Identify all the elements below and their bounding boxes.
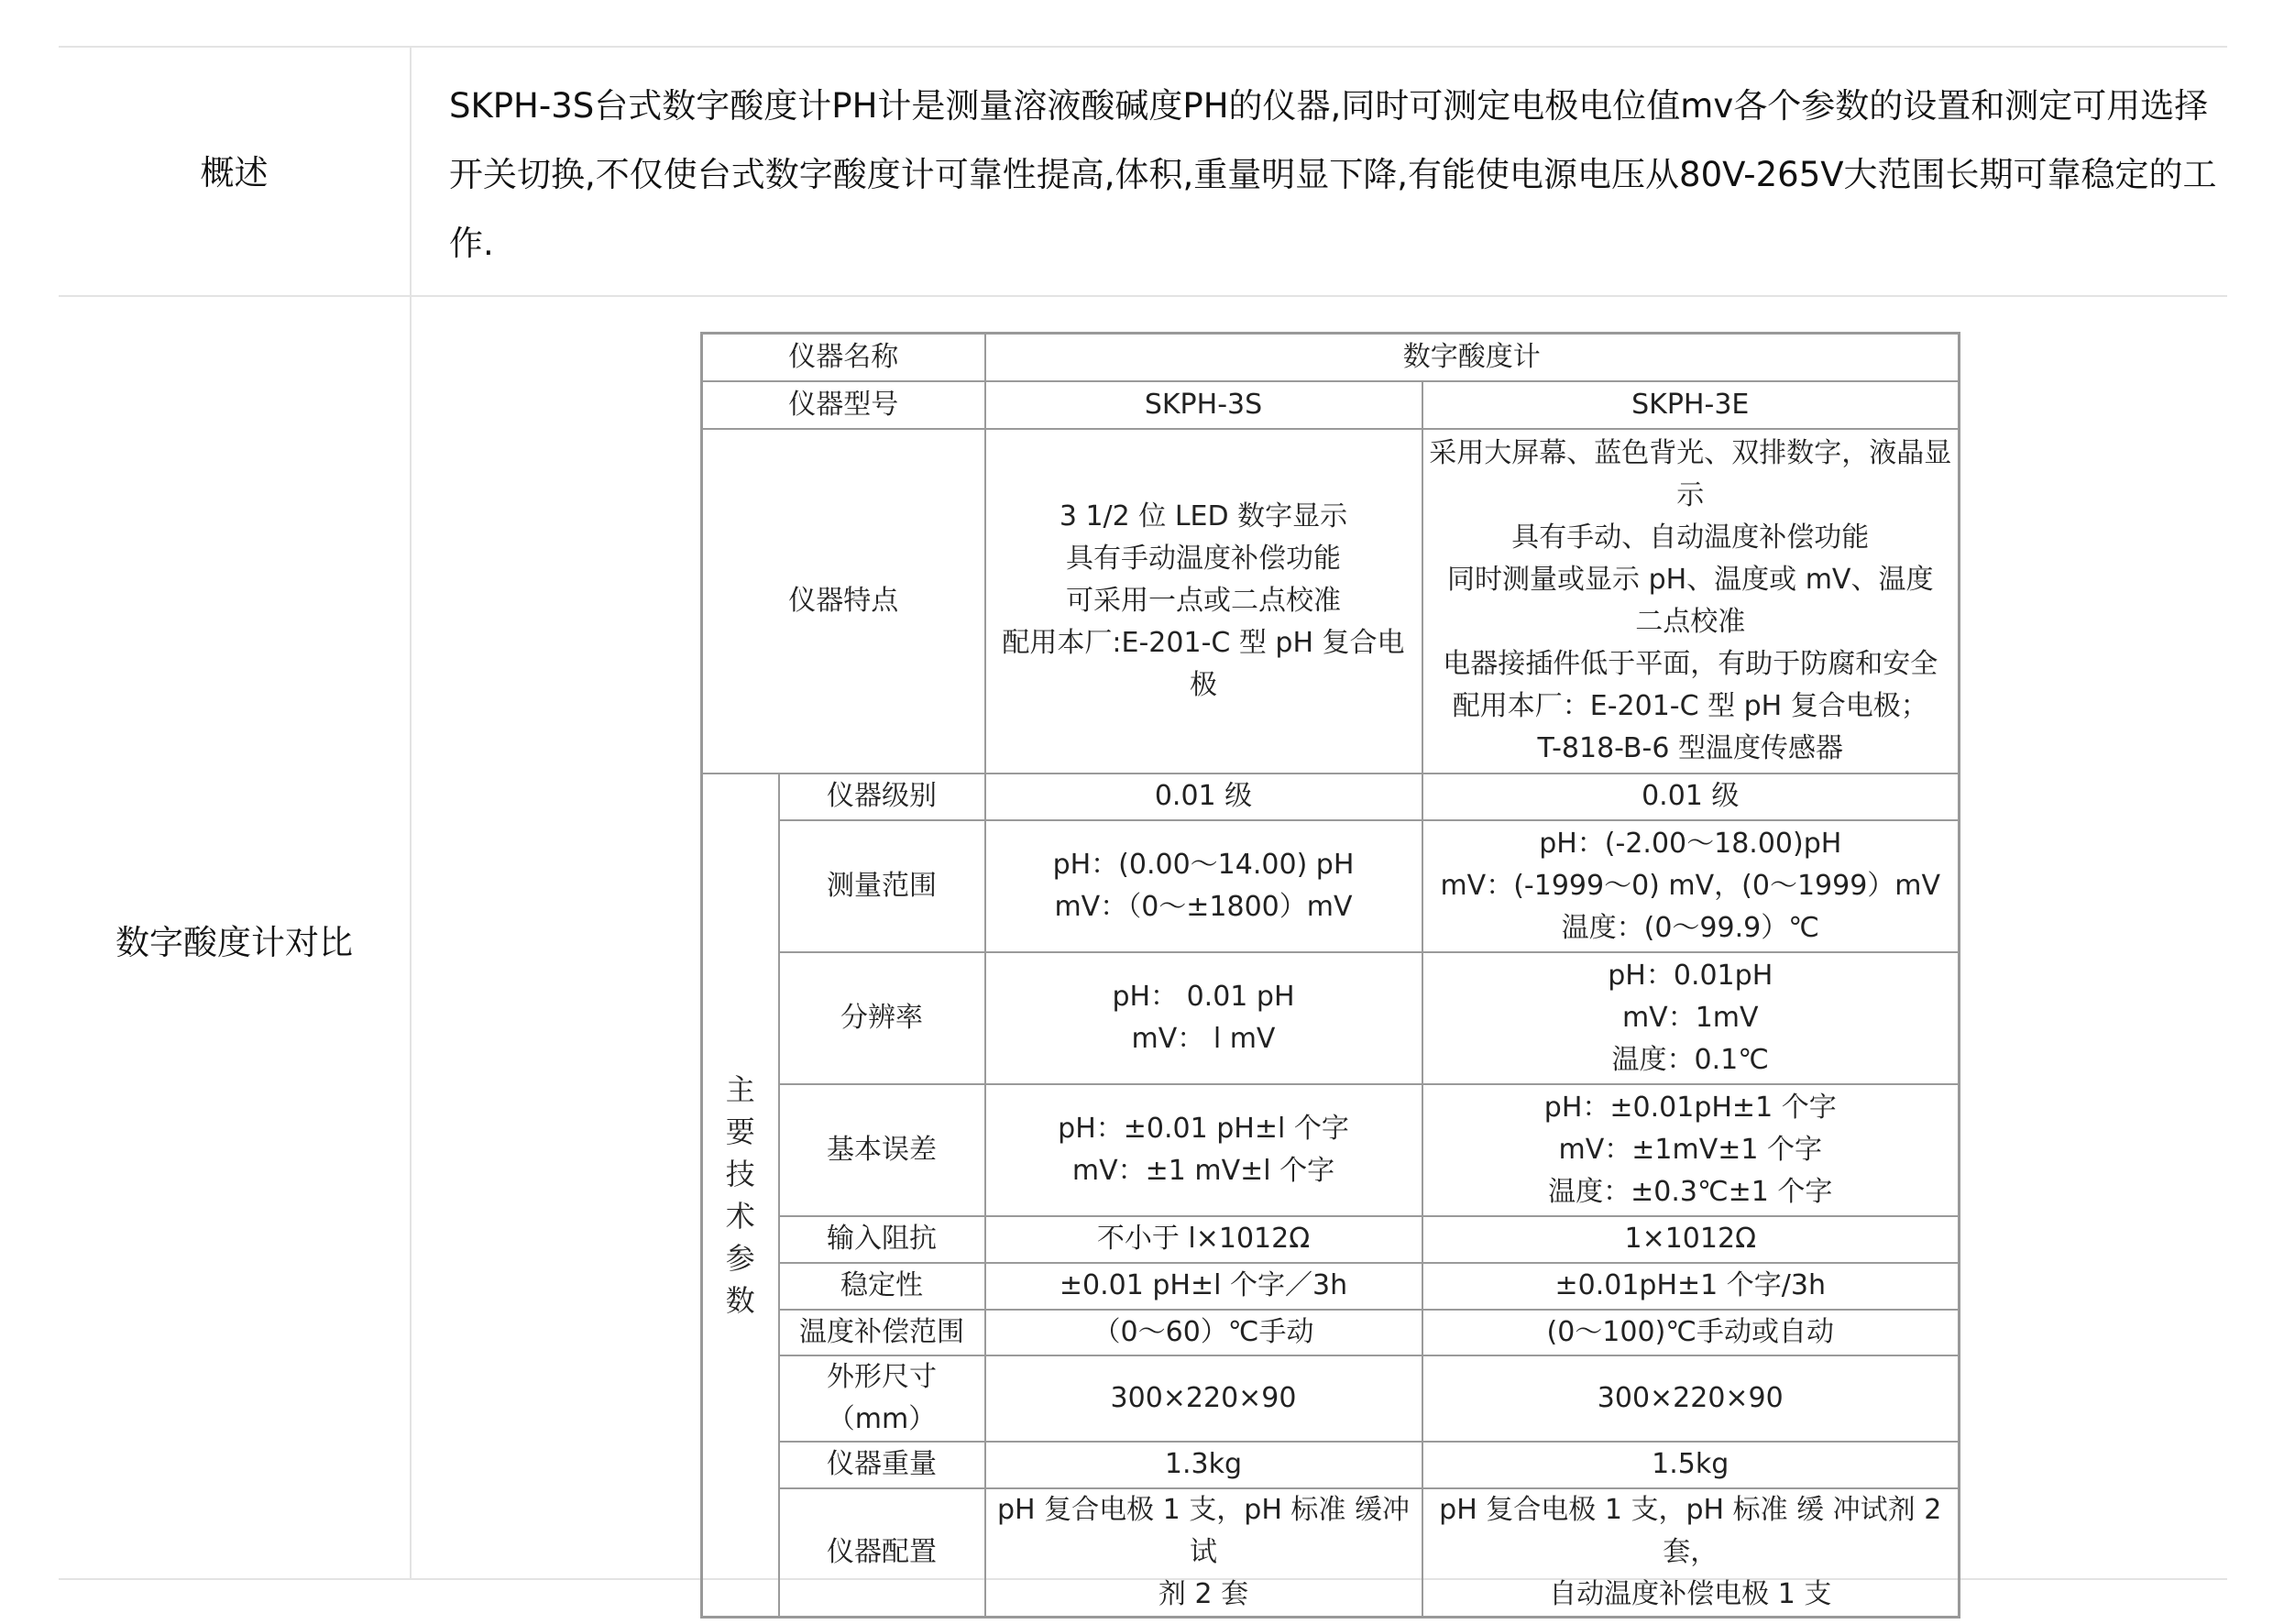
value-a: （0〜60）℃手动	[985, 1310, 1422, 1355]
value-b: 1×1012Ω	[1422, 1216, 1960, 1263]
value-b: 0.01 级	[1422, 774, 1960, 820]
cell-line: 具有手动、自动温度补偿功能	[1511, 521, 1870, 554]
value-a: 不小于 l×1012Ω	[985, 1216, 1422, 1263]
param-label: 温度补偿范围	[779, 1310, 985, 1355]
value-a: 1.3kg	[985, 1442, 1422, 1488]
value-b	[1422, 952, 1960, 1084]
features-label: 仪器特点	[702, 429, 985, 774]
value-b: ±0.01pH±1 个字/3h	[1422, 1263, 1960, 1310]
cell-line: T-818-B-6 型温度传感器	[1537, 731, 1843, 764]
divider-top	[59, 46, 2227, 48]
cell-line: mV：±1mV±1 个字	[1558, 1133, 1822, 1166]
cell-line: mV：±1 mV±l 个字	[1071, 1154, 1335, 1187]
table-row	[702, 1488, 1960, 1618]
cell-line: 示	[1676, 478, 1705, 511]
cell-line: pH：±0.01pH±1 个字	[1543, 1091, 1837, 1124]
value-b	[1422, 1488, 1960, 1618]
features-a	[985, 429, 1422, 774]
cell-line: 温度：(0〜99.9）℃	[1561, 911, 1819, 944]
cell-line: 具有手动温度补偿功能	[1066, 542, 1341, 575]
table-row	[702, 1310, 1960, 1355]
cell-line: mV： l mV	[1131, 1022, 1276, 1055]
value-a	[985, 820, 1422, 952]
param-label: 测量范围	[779, 820, 985, 952]
table-row	[702, 381, 1960, 429]
cell-line: 配用本厂：E-201-C 型 pH 复合电极；	[1452, 689, 1928, 722]
cell-line: 配用本厂:E-201-C 型 pH 复合电极	[1002, 626, 1405, 701]
comparison-table	[700, 332, 1960, 1619]
table-row	[702, 1442, 1960, 1488]
cell-line: pH 复合电极 1 支，pH 标准 缓 冲试剂 2 套，	[1439, 1493, 1942, 1568]
value-a: 0.01 级	[985, 774, 1422, 820]
cell-line: 可采用一点或二点校准	[1066, 584, 1341, 617]
table-row	[702, 1355, 1960, 1442]
cell-line: pH： 0.01 pH	[1112, 980, 1295, 1013]
param-label: 稳定性	[779, 1263, 985, 1310]
table-row	[702, 334, 1960, 381]
table-row	[702, 774, 1960, 820]
cell-line: 温度：±0.3℃±1 个字	[1548, 1175, 1833, 1208]
table-row	[702, 1263, 1960, 1310]
cell-line: pH：(-2.00〜18.00)pH	[1539, 827, 1842, 860]
features-b	[1422, 429, 1960, 774]
value-a: 300×220×90	[985, 1355, 1422, 1442]
cell-line: 3 1/2 位 LED 数字显示	[1059, 499, 1348, 532]
param-label: 输入阻抗	[779, 1216, 985, 1263]
value-a: ±0.01 pH±l 个字／3h	[985, 1263, 1422, 1310]
cell-line: 同时测量或显示 pH、温度或 mV、温度	[1447, 563, 1934, 596]
column-divider	[410, 46, 412, 1580]
cell-line: 二点校准	[1635, 605, 1746, 638]
param-label: 基本误差	[779, 1084, 985, 1216]
group-char: 术	[725, 1198, 755, 1234]
overview-text: SKPH-3S台式数字酸度计PH计是测量溶液酸碱度PH的仪器,同时可测定电极电位值mv各个参数的设置和测定可用选择开关切换,不仅使台式数字酸度计可靠性提高,体积,重量明显下降,有能使电源电压从80V-265V大范围长期可靠稳定的工作.	[449, 86, 2217, 263]
cell-line: 自动温度补偿电极 1 支	[1549, 1577, 1832, 1610]
table-row	[702, 820, 1960, 952]
cell-line: mV：(-1999〜0) mV，(0〜1999）mV	[1440, 869, 1941, 902]
group-char: 参	[725, 1240, 755, 1276]
cell-line: 温度：0.1℃	[1611, 1043, 1769, 1076]
group-char: 要	[725, 1114, 755, 1149]
table-row	[702, 1216, 1960, 1263]
param-label: 分辨率	[779, 952, 985, 1084]
cell-line: mV：1mV	[1621, 1001, 1759, 1034]
cell-line: 剂 2 套	[1158, 1577, 1249, 1610]
value-b: 1.5kg	[1422, 1442, 1960, 1488]
value-a	[985, 952, 1422, 1084]
cell-line: 电器接插件低于平面，有助于防腐和安全	[1443, 647, 1938, 680]
table-row	[702, 952, 1960, 1084]
comparison-label: 数字酸度计对比	[115, 923, 353, 962]
value-b: 300×220×90	[1422, 1355, 1960, 1442]
value-b	[1422, 820, 1960, 952]
param-label: 仪器重量	[779, 1442, 985, 1488]
group-char: 数	[725, 1282, 755, 1318]
name-label: 仪器名称	[702, 334, 985, 381]
cell-line: pH：±0.01 pH±l 个字	[1058, 1112, 1349, 1145]
divider-middle	[59, 295, 2227, 297]
group-char: 主	[725, 1071, 755, 1107]
model-a: SKPH-3S	[985, 381, 1422, 429]
model-label: 仪器型号	[702, 381, 985, 429]
value-b	[1422, 1084, 1960, 1216]
table-row	[702, 429, 1960, 774]
table-row	[702, 1084, 1960, 1216]
cell-line: 采用大屏幕、蓝色背光、双排数字，液晶显	[1429, 436, 1952, 469]
cell-line: pH：(0.00〜14.00) pH	[1052, 848, 1355, 881]
name-value: 数字酸度计	[985, 334, 1960, 381]
overview-label: 概述	[200, 153, 269, 192]
param-label: 外形尺寸（mm）	[779, 1355, 985, 1442]
param-label: 仪器配置	[779, 1488, 985, 1618]
value-a	[985, 1488, 1422, 1618]
group-label	[702, 774, 779, 1618]
value-b: (0〜100)℃手动或自动	[1422, 1310, 1960, 1355]
param-label: 仪器级别	[779, 774, 985, 820]
value-a	[985, 1084, 1422, 1216]
cell-line: mV：（0〜±1800）mV	[1054, 890, 1353, 923]
model-b: SKPH-3E	[1422, 381, 1960, 429]
group-char: 技	[725, 1156, 755, 1191]
cell-line: pH：0.01pH	[1608, 959, 1773, 992]
cell-line: pH 复合电极 1 支，pH 标准 缓冲试	[997, 1493, 1410, 1568]
